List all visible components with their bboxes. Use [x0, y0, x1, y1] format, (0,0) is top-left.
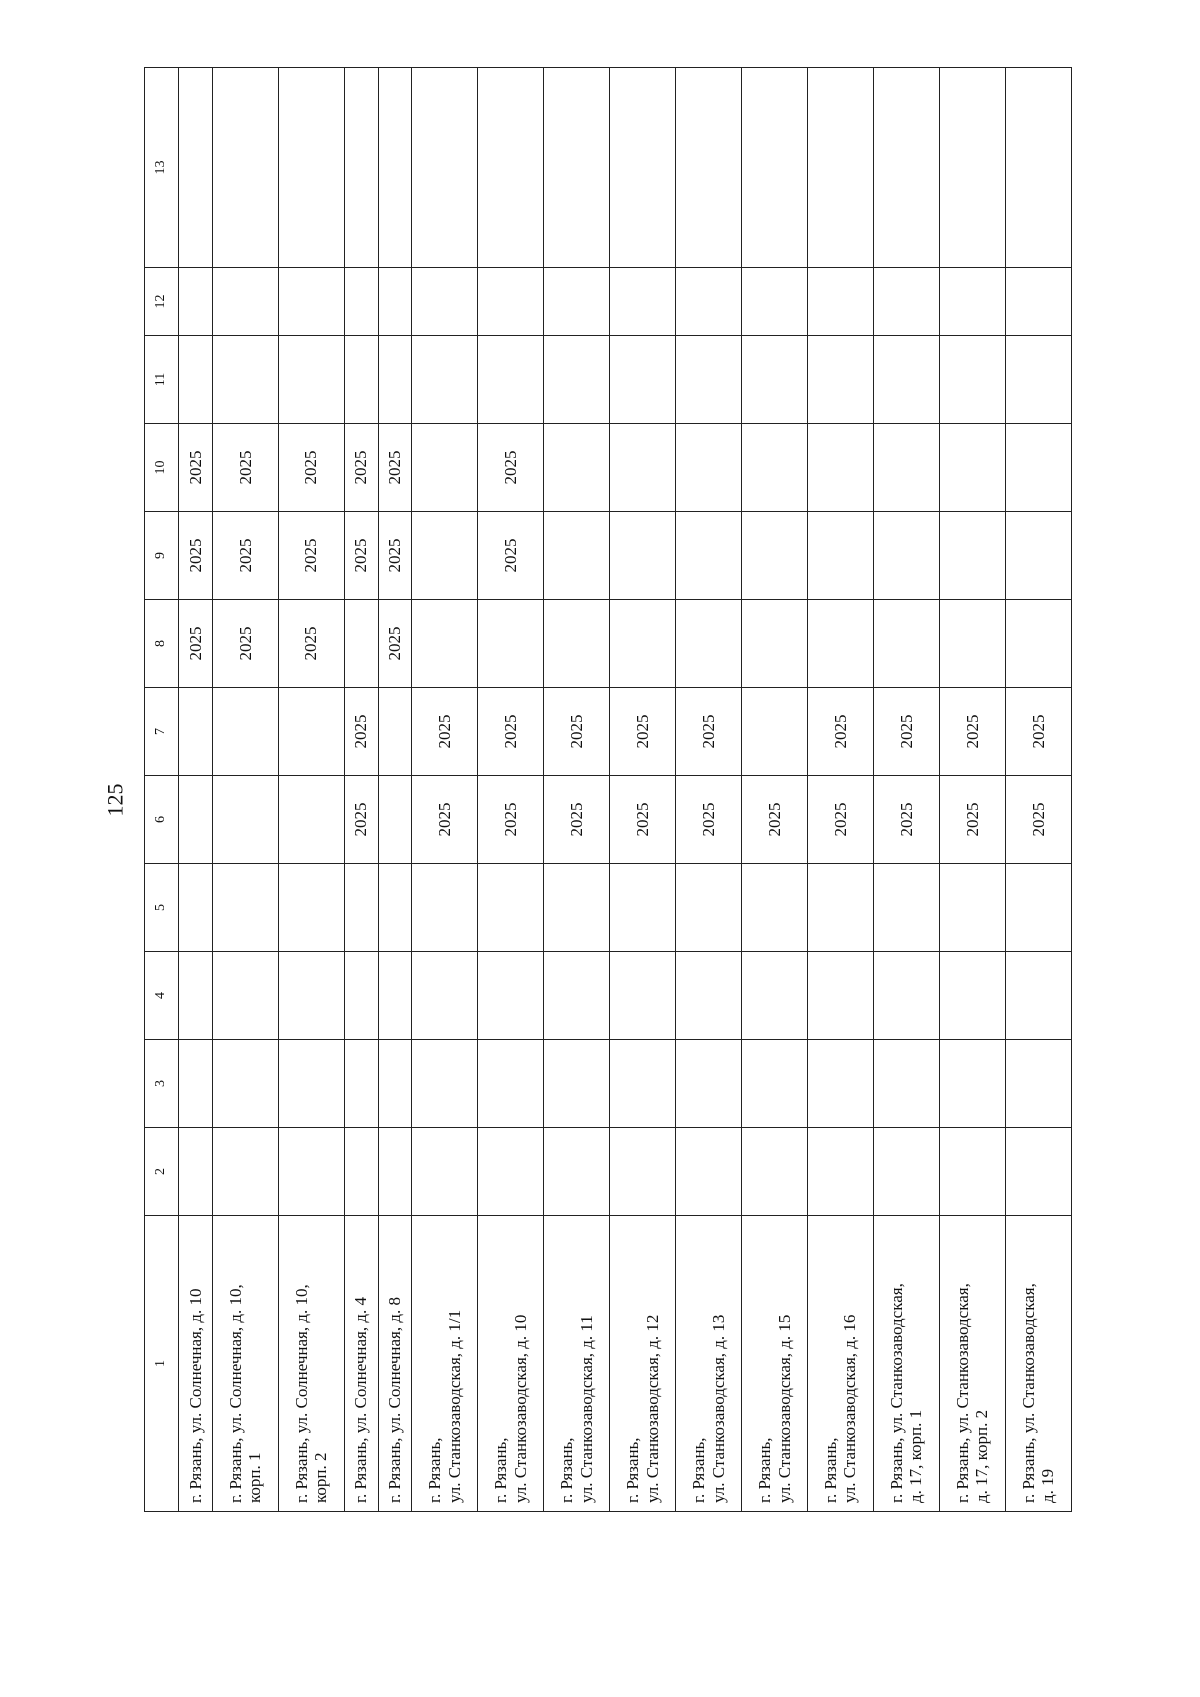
year-cell-col-7 [278, 688, 344, 776]
year-cell-col-10: 2025 [478, 424, 544, 512]
table-row [873, 68, 939, 1512]
column-header-13: 13 [145, 68, 179, 268]
year-cell-col-12 [478, 268, 544, 336]
year-cell-col-8 [412, 600, 478, 688]
year-cell-col-3 [212, 1040, 278, 1128]
column-header-12: 12 [145, 268, 179, 336]
table-row [1005, 68, 1071, 1512]
address-line: ул. Станкозаводская, д. 15 [774, 1314, 794, 1503]
year-cell-col-5 [808, 864, 874, 952]
year-cell-col-4 [610, 952, 676, 1040]
address-line: г. Рязань, [425, 1437, 445, 1503]
year-cell-col-8 [873, 600, 939, 688]
table-row [478, 68, 544, 1512]
year-cell-col-13 [179, 68, 213, 268]
year-cell-col-13 [676, 68, 742, 268]
year-cell-col-11 [939, 336, 1005, 424]
year-cell-col-8 [610, 600, 676, 688]
year-cell-col-3 [478, 1040, 544, 1128]
year-cell-col-2 [1005, 1128, 1071, 1216]
year-cell-col-4 [676, 952, 742, 1040]
year-cell-col-8 [344, 600, 378, 688]
year-cell-col-6 [179, 776, 213, 864]
year-cell-col-5 [742, 864, 808, 952]
year-cell-col-8 [742, 600, 808, 688]
address-line: ул. Станкозаводская, д. 13 [708, 1314, 728, 1503]
year-cell-col-13 [478, 68, 544, 268]
year-cell-col-10 [1005, 424, 1071, 512]
year-cell-col-2 [212, 1128, 278, 1216]
address-cell [378, 1216, 412, 1512]
year-cell-col-3 [412, 1040, 478, 1128]
year-cell-col-8 [478, 600, 544, 688]
table-row [344, 68, 378, 1512]
year-cell-col-2 [742, 1128, 808, 1216]
address-cell [544, 1216, 610, 1512]
year-cell-col-6: 2025 [610, 776, 676, 864]
year-cell-col-3 [808, 1040, 874, 1128]
year-cell-col-10 [939, 424, 1005, 512]
year-cell-col-2 [873, 1128, 939, 1216]
address-cell [179, 1216, 213, 1512]
year-cell-col-2 [808, 1128, 874, 1216]
year-cell-col-6: 2025 [873, 776, 939, 864]
year-cell-col-3 [378, 1040, 412, 1128]
column-header-1: 1 [145, 1216, 179, 1512]
year-cell-col-7 [742, 688, 808, 776]
year-cell-col-7 [378, 688, 412, 776]
year-cell-col-6: 2025 [808, 776, 874, 864]
year-cell-col-8 [676, 600, 742, 688]
year-cell-col-9 [939, 512, 1005, 600]
year-cell-col-8: 2025 [212, 600, 278, 688]
year-cell-col-4 [179, 952, 213, 1040]
table-row [676, 68, 742, 1512]
year-cell-col-10 [412, 424, 478, 512]
year-cell-col-11 [742, 336, 808, 424]
year-cell-col-5 [378, 864, 412, 952]
year-cell-col-6: 2025 [1005, 776, 1071, 864]
address-line: ул. Станкозаводская, д. 12 [642, 1314, 662, 1503]
address-cell [610, 1216, 676, 1512]
table-row [378, 68, 412, 1512]
address-cell [1005, 1216, 1071, 1512]
year-cell-col-12 [179, 268, 213, 336]
year-cell-col-3 [873, 1040, 939, 1128]
year-cell-col-3 [742, 1040, 808, 1128]
address-line: г. Рязань, [557, 1437, 577, 1503]
year-cell-col-9 [1005, 512, 1071, 600]
year-cell-col-2 [412, 1128, 478, 1216]
year-cell-col-11 [478, 336, 544, 424]
year-cell-col-5 [544, 864, 610, 952]
year-cell-col-5 [278, 864, 344, 952]
year-cell-col-10 [544, 424, 610, 512]
year-cell-col-6 [278, 776, 344, 864]
page-number-text: 125 [102, 783, 127, 817]
year-cell-col-10 [808, 424, 874, 512]
year-cell-col-2 [179, 1128, 213, 1216]
address-line: г. Рязань, ул. Станкозаводская, [1018, 1283, 1038, 1503]
year-cell-col-12 [610, 268, 676, 336]
table-row [412, 68, 478, 1512]
year-cell-col-11 [808, 336, 874, 424]
year-cell-col-9: 2025 [344, 512, 378, 600]
header-row [145, 68, 179, 1512]
year-cell-col-9: 2025 [278, 512, 344, 600]
year-cell-col-5 [676, 864, 742, 952]
year-cell-col-9 [544, 512, 610, 600]
address-line: ул. Станкозаводская, д. 16 [840, 1314, 860, 1503]
year-cell-col-6: 2025 [412, 776, 478, 864]
year-cell-col-7: 2025 [610, 688, 676, 776]
year-cell-col-6: 2025 [742, 776, 808, 864]
year-cell-col-13 [873, 68, 939, 268]
year-cell-col-4 [478, 952, 544, 1040]
year-cell-col-9: 2025 [179, 512, 213, 600]
schedule-table [144, 67, 1072, 1512]
year-cell-col-11 [610, 336, 676, 424]
year-cell-col-11 [1005, 336, 1071, 424]
page-number [100, 770, 130, 830]
address-line: д. 17, корп. 2 [972, 1409, 992, 1503]
year-cell-col-10: 2025 [212, 424, 278, 512]
year-cell-col-4 [378, 952, 412, 1040]
table-row [939, 68, 1005, 1512]
table-row [544, 68, 610, 1512]
year-cell-col-13 [808, 68, 874, 268]
column-header-7: 7 [145, 688, 179, 776]
table-row [808, 68, 874, 1512]
address-line: г. Рязань, [491, 1437, 511, 1503]
address-cell [873, 1216, 939, 1512]
year-cell-col-11 [278, 336, 344, 424]
year-cell-col-3 [544, 1040, 610, 1128]
year-cell-col-10 [742, 424, 808, 512]
year-cell-col-3 [344, 1040, 378, 1128]
year-cell-col-3 [939, 1040, 1005, 1128]
year-cell-col-7: 2025 [808, 688, 874, 776]
year-cell-col-2 [378, 1128, 412, 1216]
address-line: г. Рязань, [820, 1437, 840, 1503]
year-cell-col-6 [378, 776, 412, 864]
year-cell-col-3 [1005, 1040, 1071, 1128]
year-cell-col-6: 2025 [939, 776, 1005, 864]
year-cell-col-10 [610, 424, 676, 512]
year-cell-col-3 [278, 1040, 344, 1128]
year-cell-col-5 [344, 864, 378, 952]
table-row [212, 68, 278, 1512]
year-cell-col-4 [1005, 952, 1071, 1040]
address-line: г. Рязань, [754, 1437, 774, 1503]
address-cell [344, 1216, 378, 1512]
year-cell-col-4 [742, 952, 808, 1040]
year-cell-col-4 [278, 952, 344, 1040]
table-row [179, 68, 213, 1512]
year-cell-col-7: 2025 [478, 688, 544, 776]
address-cell [676, 1216, 742, 1512]
year-cell-col-7: 2025 [1005, 688, 1071, 776]
year-cell-col-4 [344, 952, 378, 1040]
year-cell-col-13 [1005, 68, 1071, 268]
year-cell-col-10: 2025 [278, 424, 344, 512]
year-cell-col-2 [478, 1128, 544, 1216]
year-cell-col-12 [544, 268, 610, 336]
column-header-10: 10 [145, 424, 179, 512]
year-cell-col-12 [1005, 268, 1071, 336]
year-cell-col-13 [742, 68, 808, 268]
table-header [145, 68, 179, 1512]
year-cell-col-12 [742, 268, 808, 336]
table-row [278, 68, 344, 1512]
address-cell [478, 1216, 544, 1512]
year-cell-col-10 [676, 424, 742, 512]
year-cell-col-5 [873, 864, 939, 952]
address-line: ул. Станкозаводская, д. 11 [576, 1315, 596, 1503]
table-row [610, 68, 676, 1512]
year-cell-col-11 [676, 336, 742, 424]
year-cell-col-12 [212, 268, 278, 336]
year-cell-col-11 [179, 336, 213, 424]
year-cell-col-7: 2025 [939, 688, 1005, 776]
year-cell-col-2 [610, 1128, 676, 1216]
year-cell-col-6: 2025 [478, 776, 544, 864]
year-cell-col-5 [1005, 864, 1071, 952]
year-cell-col-11 [212, 336, 278, 424]
year-cell-col-7: 2025 [344, 688, 378, 776]
year-cell-col-12 [378, 268, 412, 336]
year-cell-col-4 [939, 952, 1005, 1040]
year-cell-col-2 [676, 1128, 742, 1216]
address-line: г. Рязань, [689, 1437, 709, 1503]
year-cell-col-4 [873, 952, 939, 1040]
year-cell-col-8: 2025 [278, 600, 344, 688]
year-cell-col-4 [544, 952, 610, 1040]
year-cell-col-3 [179, 1040, 213, 1128]
year-cell-col-6: 2025 [544, 776, 610, 864]
year-cell-col-6 [212, 776, 278, 864]
year-cell-col-10: 2025 [344, 424, 378, 512]
year-cell-col-13 [278, 68, 344, 268]
year-cell-col-9 [610, 512, 676, 600]
year-cell-col-13 [212, 68, 278, 268]
address-line: г. Рязань, ул. Солнечная, д. 10, [225, 1284, 245, 1503]
year-cell-col-13 [378, 68, 412, 268]
column-header-11: 11 [145, 336, 179, 424]
table-row [742, 68, 808, 1512]
table-body [179, 68, 1072, 1512]
year-cell-col-2 [544, 1128, 610, 1216]
year-cell-col-13 [344, 68, 378, 268]
address-line: г. Рязань, [623, 1437, 643, 1503]
address-line: г. Рязань, ул. Солнечная, д. 10, [291, 1284, 311, 1503]
address-cell [412, 1216, 478, 1512]
year-cell-col-9: 2025 [478, 512, 544, 600]
year-cell-col-12 [676, 268, 742, 336]
year-cell-col-4 [212, 952, 278, 1040]
year-cell-col-7: 2025 [873, 688, 939, 776]
column-header-9: 9 [145, 512, 179, 600]
year-cell-col-10: 2025 [378, 424, 412, 512]
column-header-4: 4 [145, 952, 179, 1040]
year-cell-col-8: 2025 [378, 600, 412, 688]
year-cell-col-9 [808, 512, 874, 600]
schedule-table-container [144, 100, 1072, 1512]
year-cell-col-8 [808, 600, 874, 688]
address-line: ул. Станкозаводская, д. 10 [510, 1314, 530, 1503]
address-line: корп. 2 [311, 1452, 331, 1503]
address-cell [808, 1216, 874, 1512]
year-cell-col-12 [278, 268, 344, 336]
year-cell-col-13 [610, 68, 676, 268]
year-cell-col-3 [610, 1040, 676, 1128]
year-cell-col-13 [412, 68, 478, 268]
year-cell-col-4 [412, 952, 478, 1040]
year-cell-col-9 [412, 512, 478, 600]
year-cell-col-7 [212, 688, 278, 776]
year-cell-col-12 [939, 268, 1005, 336]
year-cell-col-5 [212, 864, 278, 952]
year-cell-col-9 [873, 512, 939, 600]
address-cell [278, 1216, 344, 1512]
year-cell-col-6: 2025 [676, 776, 742, 864]
year-cell-col-8 [544, 600, 610, 688]
year-cell-col-12 [873, 268, 939, 336]
year-cell-col-3 [676, 1040, 742, 1128]
year-cell-col-10 [873, 424, 939, 512]
address-line: ул. Станкозаводская, д. 1/1 [444, 1309, 464, 1503]
year-cell-col-10: 2025 [179, 424, 213, 512]
year-cell-col-13 [939, 68, 1005, 268]
address-line: г. Рязань, ул. Солнечная, д. 4 [351, 1296, 371, 1503]
year-cell-col-9: 2025 [212, 512, 278, 600]
year-cell-col-12 [412, 268, 478, 336]
year-cell-col-9 [676, 512, 742, 600]
address-line: г. Рязань, ул. Солнечная, д. 10 [185, 1288, 205, 1503]
year-cell-col-7: 2025 [544, 688, 610, 776]
address-cell [939, 1216, 1005, 1512]
address-cell [212, 1216, 278, 1512]
year-cell-col-7: 2025 [412, 688, 478, 776]
column-header-3: 3 [145, 1040, 179, 1128]
year-cell-col-4 [808, 952, 874, 1040]
year-cell-col-12 [808, 268, 874, 336]
year-cell-col-7 [179, 688, 213, 776]
year-cell-col-5 [478, 864, 544, 952]
column-header-6: 6 [145, 776, 179, 864]
year-cell-col-11 [344, 336, 378, 424]
column-header-2: 2 [145, 1128, 179, 1216]
year-cell-col-7: 2025 [676, 688, 742, 776]
year-cell-col-6: 2025 [344, 776, 378, 864]
column-header-8: 8 [145, 600, 179, 688]
year-cell-col-8 [939, 600, 1005, 688]
year-cell-col-5 [610, 864, 676, 952]
year-cell-col-2 [278, 1128, 344, 1216]
column-header-5: 5 [145, 864, 179, 952]
address-cell [742, 1216, 808, 1512]
year-cell-col-11 [412, 336, 478, 424]
year-cell-col-2 [939, 1128, 1005, 1216]
year-cell-col-5 [179, 864, 213, 952]
year-cell-col-9: 2025 [378, 512, 412, 600]
address-line: д. 19 [1038, 1468, 1058, 1503]
year-cell-col-12 [344, 268, 378, 336]
year-cell-col-5 [412, 864, 478, 952]
address-line: корп. 1 [245, 1452, 265, 1503]
address-line: г. Рязань, ул. Солнечная, д. 8 [385, 1296, 405, 1503]
year-cell-col-11 [378, 336, 412, 424]
address-line: д. 17, корп. 1 [906, 1409, 926, 1503]
address-line: г. Рязань, ул. Станкозаводская, [952, 1283, 972, 1503]
year-cell-col-8: 2025 [179, 600, 213, 688]
address-line: г. Рязань, ул. Станкозаводская, [886, 1283, 906, 1503]
year-cell-col-8 [1005, 600, 1071, 688]
year-cell-col-5 [939, 864, 1005, 952]
year-cell-col-9 [742, 512, 808, 600]
year-cell-col-11 [873, 336, 939, 424]
year-cell-col-13 [544, 68, 610, 268]
year-cell-col-11 [544, 336, 610, 424]
year-cell-col-2 [344, 1128, 378, 1216]
